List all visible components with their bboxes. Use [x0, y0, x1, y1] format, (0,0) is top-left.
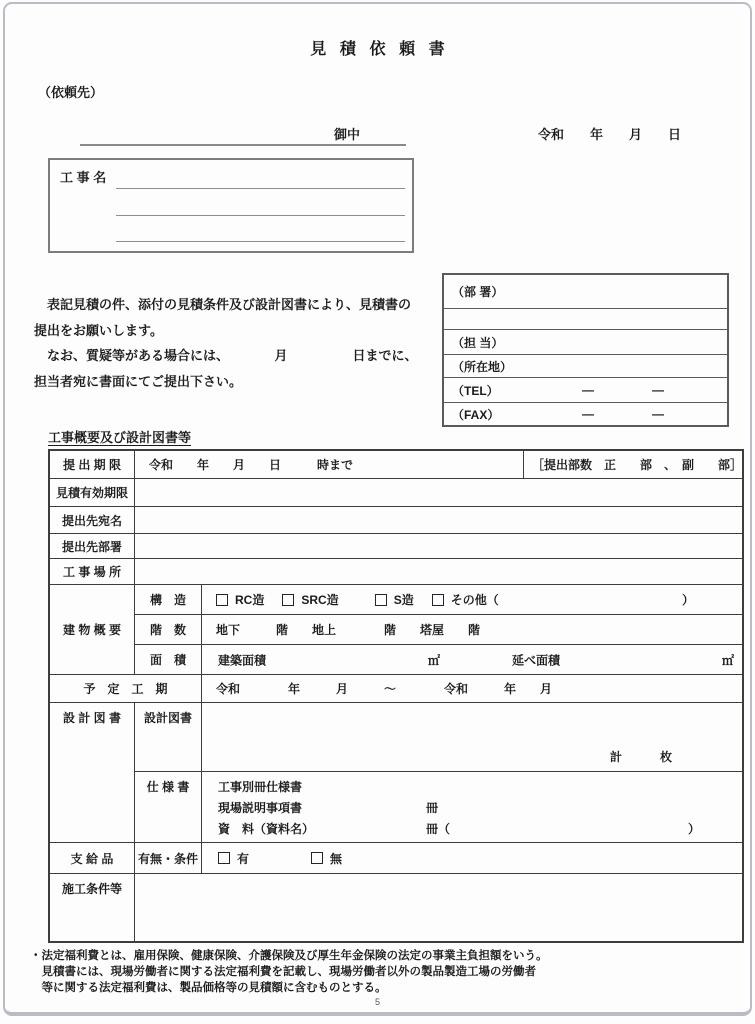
design-total-label: 計: [610, 750, 623, 764]
deadline-value: 令和 年 月 日 時まで: [135, 451, 524, 478]
addressee-underline: [80, 116, 406, 146]
row-site: [50, 559, 742, 585]
structure-option-other-label: その他（: [450, 593, 499, 607]
row-building-overview: [50, 585, 742, 675]
conditions-value: [135, 874, 742, 941]
structure-options: [202, 585, 742, 614]
fax-label: （FAX）: [452, 407, 500, 422]
spec-item-2-label: 現場説明事項書: [218, 800, 303, 815]
row-design-documents: [50, 703, 742, 843]
intro-paragraph: [34, 292, 446, 394]
supplies-sublabel: 有無・条件: [135, 843, 202, 873]
spec-item-3-unit: 冊（: [426, 821, 451, 836]
spec-item-1: [202, 778, 742, 795]
structure-option-rc: [216, 591, 264, 608]
checkbox-icon: [282, 594, 294, 606]
validity-value: [135, 479, 742, 506]
supplies-options: [202, 843, 742, 873]
document-title: 見積依頼書: [310, 41, 459, 58]
onchu-label: 御中: [333, 127, 360, 142]
contact-info-box: [442, 273, 729, 427]
documents-subrows: [135, 703, 742, 842]
tel-dash-1: —: [582, 383, 594, 397]
project-name-line-1: [116, 188, 405, 189]
subrow-area: [135, 645, 742, 674]
contact-row-fax: [444, 403, 727, 425]
contact-row-person: [444, 330, 727, 355]
footnote-line-3: 等に関する法定福利費は、製品価格等の見積額に含むものとする。: [30, 982, 387, 994]
spec-item-3: [202, 820, 742, 837]
spec-items: [202, 772, 742, 842]
row-conditions: [50, 874, 742, 941]
addressee-value: [135, 507, 742, 533]
fax-dash-1: —: [582, 407, 594, 421]
contact-row-blank: [444, 309, 727, 330]
department-label: （部 署）: [452, 285, 504, 299]
design-sheet-cell: [202, 703, 742, 771]
supplies-option-yes: [218, 850, 249, 867]
structure-option-s: [375, 591, 414, 608]
area-values: [202, 645, 742, 674]
intro-line-2: 提出をお願いします。: [34, 322, 163, 338]
intro-line-1: 表記見積の件、添付の見積条件及び設計図書により、見積書の: [34, 297, 412, 312]
building-area-label: 建築面積: [218, 653, 267, 667]
building-subrows: [135, 585, 742, 674]
person-label: （担 当）: [452, 335, 504, 350]
addressee-label: 提出先宛名: [50, 507, 135, 533]
intro-line-3: なお、質疑等がある場合には、 月 日までに、: [34, 348, 418, 363]
checkbox-icon: [311, 852, 323, 864]
date-line: 令和 年 月 日: [538, 127, 682, 142]
address-label: （所在地）: [452, 359, 513, 374]
schedule-label: 予 定 工 期: [50, 675, 202, 702]
spec-item-1-label: 工事別冊仕様書: [218, 779, 303, 794]
subrow-spec: [135, 772, 742, 842]
floors-label: 階 数: [135, 615, 202, 644]
footnote: [30, 948, 736, 996]
footnote-line-2: 見積書には、現場労働者に関する法定福利費を記載し、現場労働者以外の製品製造工場の労働者: [30, 966, 536, 978]
checkbox-icon: [432, 594, 444, 606]
tel-dash-2: —: [652, 383, 664, 397]
structure-option-src: [282, 591, 338, 608]
checkbox-icon: [218, 852, 230, 864]
supplies-option-no-label: 無: [330, 851, 343, 866]
row-schedule: [50, 675, 742, 703]
design-sheets-unit: 枚: [660, 750, 673, 764]
row-dest-department: [50, 534, 742, 559]
page-number: 5: [374, 997, 380, 1007]
recipient-note: （依頼先）: [38, 85, 104, 100]
intro-line-4: 担当者宛に書面にてご提出下さい。: [34, 373, 243, 389]
dest-department-label: 提出先部署: [50, 534, 135, 558]
dest-department-value: [135, 534, 742, 558]
structure-paren-close: ）: [681, 593, 694, 607]
total-floor-area-label: 延べ面積: [512, 653, 561, 667]
floors-value: 地下 階 地上 階 塔屋 階: [216, 623, 481, 637]
structure-option-src-label: SRC造: [301, 593, 339, 607]
subrow-design: [135, 703, 742, 772]
schedule-value: 令和 年 月 ～ 令和 年 月: [216, 682, 553, 696]
building-area-unit: ㎡: [428, 653, 441, 667]
area-label: 面 積: [135, 645, 202, 674]
conditions-label: 施工条件等: [50, 874, 135, 941]
checkbox-icon: [375, 594, 387, 606]
validity-label: 見積有効期限: [50, 479, 135, 506]
contact-row-tel: [444, 378, 727, 403]
deadline-label: 提 出 期 限: [50, 451, 135, 478]
tel-label: （TEL）: [452, 383, 499, 398]
supplies-option-no: [311, 850, 342, 867]
row-addressee: [50, 507, 742, 534]
spec-item-3-paren-close: ）: [687, 821, 700, 836]
spec-item-3-label: 資 料（資料名）: [218, 821, 315, 836]
spec-item-2: [202, 799, 742, 816]
spec-item-2-unit: 冊: [426, 800, 439, 815]
spec-label: 仕 様 書: [135, 772, 202, 842]
row-supplies: [50, 843, 742, 874]
site-value: [135, 559, 742, 584]
table-heading: 工事概要及び設計図書等: [48, 430, 192, 445]
contact-row-address: [444, 355, 727, 378]
footnote-line-1: ・法定福利費とは、雇用保険、健康保険、介護保険及び厚生年金保険の法定の事業主負担額をいう。: [30, 950, 548, 962]
project-name-line-3: [116, 241, 405, 242]
construction-overview-table: [48, 449, 744, 943]
subrow-structure: [135, 585, 742, 615]
subrow-floors: [135, 615, 742, 645]
row-validity: [50, 479, 742, 507]
total-floor-area-unit: ㎡: [721, 653, 734, 667]
checkbox-icon: [216, 594, 228, 606]
fax-dash-2: —: [652, 407, 664, 421]
deadline-copies: ［提出部数 正 部 、 副 部］: [531, 458, 742, 472]
design-label: 設計図書: [135, 703, 202, 771]
structure-option-s-label: S造: [393, 593, 414, 607]
supplies-label: 支 給 品: [50, 843, 135, 873]
structure-option-other: [432, 591, 499, 608]
documents-label: 設 計 図 書: [50, 703, 135, 842]
project-name-label: 工 事 名: [60, 170, 107, 185]
structure-label: 構 造: [135, 585, 202, 614]
structure-option-rc-label: RC造: [235, 593, 265, 607]
site-label: 工 事 場 所: [50, 559, 135, 584]
row-deadline: [50, 451, 742, 479]
building-label: 建 物 概 要: [50, 585, 135, 674]
supplies-option-yes-label: 有: [237, 851, 250, 866]
contact-row-department: [444, 275, 727, 309]
project-name-line-2: [116, 215, 405, 216]
project-name-box: [48, 158, 414, 253]
